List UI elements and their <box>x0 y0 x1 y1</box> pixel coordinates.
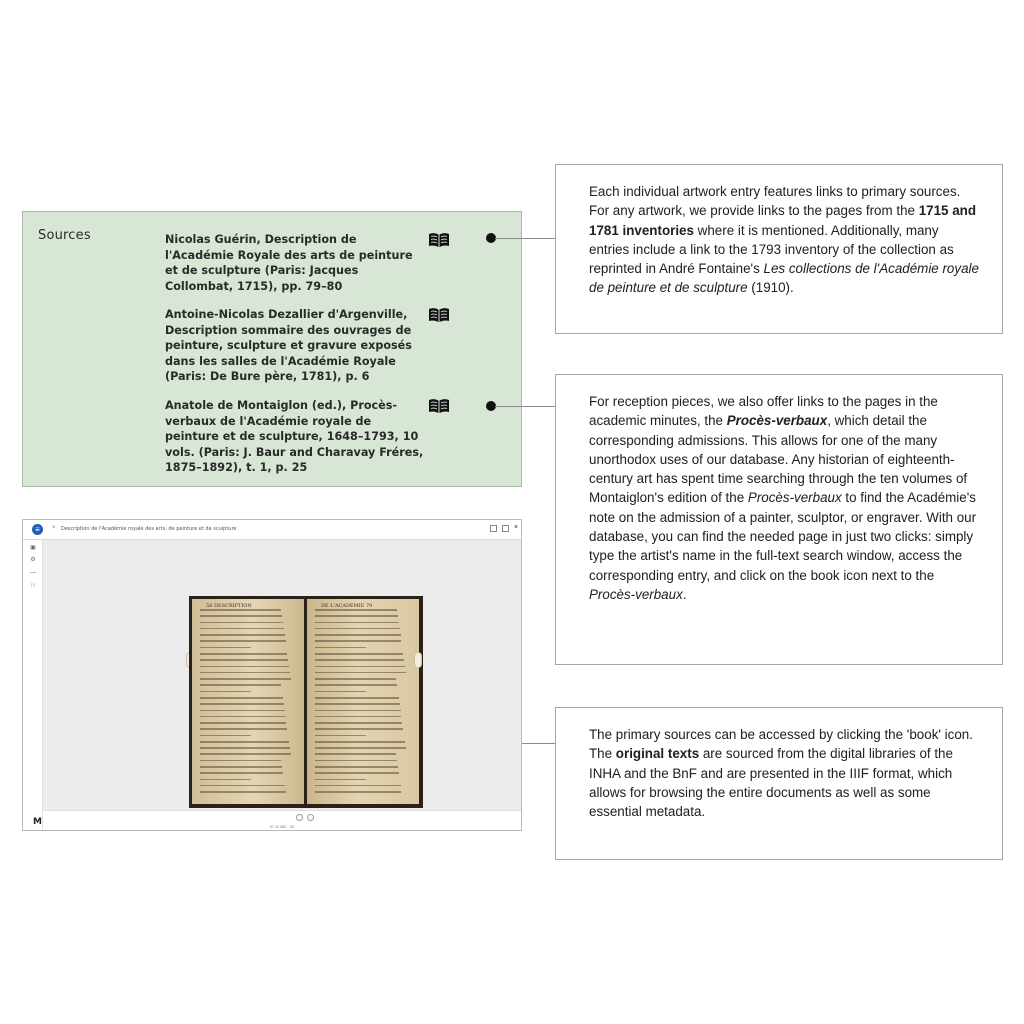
scan-text-line <box>200 710 285 712</box>
next-page-button[interactable] <box>307 814 314 821</box>
scan-text-line <box>200 678 291 680</box>
scan-text-line <box>315 684 397 686</box>
scan-text-line <box>200 753 291 755</box>
note-box-original-texts <box>555 707 1003 860</box>
scan-text-line <box>315 672 406 674</box>
scan-text-line <box>200 716 286 718</box>
scan-text-line <box>200 766 282 768</box>
viewer-sidebar <box>23 540 43 831</box>
note2-bold-italic: Procès-verbaux <box>726 413 828 429</box>
scan-text-line <box>200 772 283 774</box>
scan-text-line <box>200 640 286 642</box>
note1-bold: 1715 and 1781 inventories <box>589 203 977 238</box>
scan-text-line <box>200 779 251 781</box>
note3-text-2: are sourced from the digital libraries of the INHA and the BnF and are presented in the IIIF format, which allows for browsing the entire documents as well as some essential metadata. <box>589 746 953 820</box>
scan-text-line <box>315 647 366 649</box>
scan-text-line <box>200 684 281 686</box>
source-entry-montaiglon: Anatole de Montaiglon (ed.), Procès-verbaux de l'Académie royale de peinture et de sculpture, 1648–1793, 10 vols. (Paris: J. Baur and Charavay Fréres, 1875–1892), t. 1, p. 25 <box>165 399 424 475</box>
scan-text-line <box>200 722 286 724</box>
note2-italic: Procès-verbaux <box>747 490 842 506</box>
menu-icon[interactable]: ≡ <box>32 524 43 535</box>
scan-text-line <box>315 697 399 699</box>
scan-text-line <box>315 716 401 718</box>
scan-text-line <box>315 779 366 781</box>
scan-text-line <box>200 728 287 730</box>
prev-page-button[interactable] <box>296 814 303 821</box>
scan-text-line <box>315 747 406 749</box>
scan-text-line <box>200 615 282 617</box>
scan-text-line <box>315 703 400 705</box>
scan-text-line <box>200 653 287 655</box>
scan-text-line <box>315 728 403 730</box>
scan-text-line <box>315 785 401 787</box>
source-entry-dezallier: Antoine-Nicolas Dezallier d'Argenville, Description sommaire des ouvrages de peinture, sculpture et gravure exposés dans les salles de l'Académie Royale (Paris: De Bure père, 1781), p. 6 <box>165 308 412 384</box>
scan-text-line <box>200 703 284 705</box>
note-box-inventories <box>555 164 1003 334</box>
close-icon[interactable]: × <box>52 525 56 531</box>
scan-text-line <box>200 628 284 630</box>
connector-line-1 <box>495 238 555 239</box>
scan-text-line <box>200 735 251 737</box>
note2-text-4: . <box>682 586 687 602</box>
close-window-icon[interactable]: × <box>514 524 519 531</box>
sources-panel <box>22 211 522 487</box>
scan-text-line <box>200 785 285 787</box>
scan-text-line <box>315 691 366 693</box>
scan-text-line <box>200 622 283 624</box>
scan-text-line <box>200 747 290 749</box>
scan-text-line <box>315 735 366 737</box>
viewer-title: Description de l'Académie royale des arts, de peinture et de sculpture <box>61 526 237 532</box>
scan-text-line <box>200 647 251 649</box>
scan-text-line <box>315 666 405 668</box>
scan-text-line <box>200 697 283 699</box>
scan-text-line <box>315 659 404 661</box>
page-counter: 97 of 382 · 33 <box>269 824 295 829</box>
note2-text-2: , which detail the corresponding admissions. This allows for one of the many unorthodox uses of our database. Any historian of eighteenth-century art has spent time searching through the ten volumes of Montaiglon's edition of the <box>589 413 968 506</box>
scan-text-line <box>315 653 403 655</box>
scan-text-line <box>200 760 281 762</box>
scan-text-line <box>315 634 401 636</box>
scan-text-line <box>200 609 281 611</box>
scan-text-line <box>315 766 398 768</box>
scan-text-line <box>200 659 288 661</box>
book-icon[interactable] <box>428 307 450 323</box>
scan-text-line <box>315 722 402 724</box>
scan-text-line <box>200 691 251 693</box>
scan-text-line <box>315 622 399 624</box>
note2-text-3: to find the Académie's note on the admission of a painter, sculptor, or engraver. With our database, you can find the needed page in just two clicks: simply type the artist's name in the full-text search window, access the corresponding entry, and click on the book icon next to the <box>589 490 977 583</box>
scan-text-line <box>315 640 401 642</box>
note2-italic-2: Procès-verbaux <box>589 586 683 602</box>
note-box-proces-verbaux <box>555 374 1003 665</box>
viewer-topbar <box>23 520 521 540</box>
viewer-canvas[interactable] <box>43 540 521 810</box>
scan-text-line <box>315 791 401 793</box>
note2-text: For reception pieces, we also offer links to the pages in the academic minutes, the <box>589 394 938 429</box>
scan-text-line <box>315 609 397 611</box>
book-icon[interactable] <box>428 398 450 414</box>
scan-text-line <box>200 634 285 636</box>
scan-text-line <box>200 672 290 674</box>
scan-text-line <box>315 772 399 774</box>
viewer-footer <box>43 810 521 831</box>
sources-label: Sources <box>38 228 91 243</box>
thumbnails-icon[interactable]: ∷ <box>31 583 35 589</box>
scan-text-line <box>315 615 398 617</box>
layers-icon[interactable]: — <box>30 570 36 576</box>
scan-text-line <box>200 666 289 668</box>
scan-text-right <box>315 609 407 797</box>
info-icon[interactable]: ▣ <box>30 545 36 551</box>
note3-bold: original texts <box>615 746 700 762</box>
fullscreen-icon[interactable] <box>502 525 509 532</box>
next-page-tab[interactable] <box>414 652 422 668</box>
viewer-logo: M <box>33 817 42 827</box>
scan-text-line <box>315 753 396 755</box>
scan-header-left: 58 DESCRIPTION <box>206 603 252 609</box>
note1-text: Each individual artwork entry features links to primary sources. For any artwork, we provide links to the pages from the <box>589 184 961 219</box>
window-icon[interactable] <box>490 525 497 532</box>
note3-text: The primary sources can be accessed by clicking the 'book' icon. The <box>589 727 973 762</box>
scan-text-line <box>315 678 396 680</box>
scan-text-line <box>200 791 286 793</box>
source-entry-guerin: Nicolas Guérin, Description de l'Académie Royale des arts de peinture et de sculpture (Paris: Jacques Collombat, 1715), pp. 79–80 <box>165 233 413 293</box>
iiif-viewer <box>22 519 522 831</box>
note1-text-2: where it is mentioned. Additionally, many entries include a link to the 1793 inventory of the collection as reprinted in André Fontaine's <box>589 222 954 277</box>
scan-header-right: DE L'ACADEMIE 79 <box>321 603 373 609</box>
note1-text-3: (1910). <box>747 280 794 296</box>
connector-line-2 <box>495 406 555 407</box>
scan-text-line <box>315 741 405 743</box>
scan-text-line <box>315 628 400 630</box>
book-scan-image <box>189 596 423 808</box>
note1-italic: Les collections de l'Académie royale de peinture et de sculpture <box>589 261 979 296</box>
book-icon[interactable] <box>428 232 450 248</box>
scan-text-line <box>315 760 397 762</box>
scan-text-line <box>315 710 401 712</box>
scan-page-right <box>307 599 419 804</box>
settings-icon[interactable]: ⚙ <box>30 557 36 563</box>
scan-text-left <box>200 609 292 797</box>
scan-text-line <box>200 741 289 743</box>
scan-page-left <box>192 599 304 804</box>
